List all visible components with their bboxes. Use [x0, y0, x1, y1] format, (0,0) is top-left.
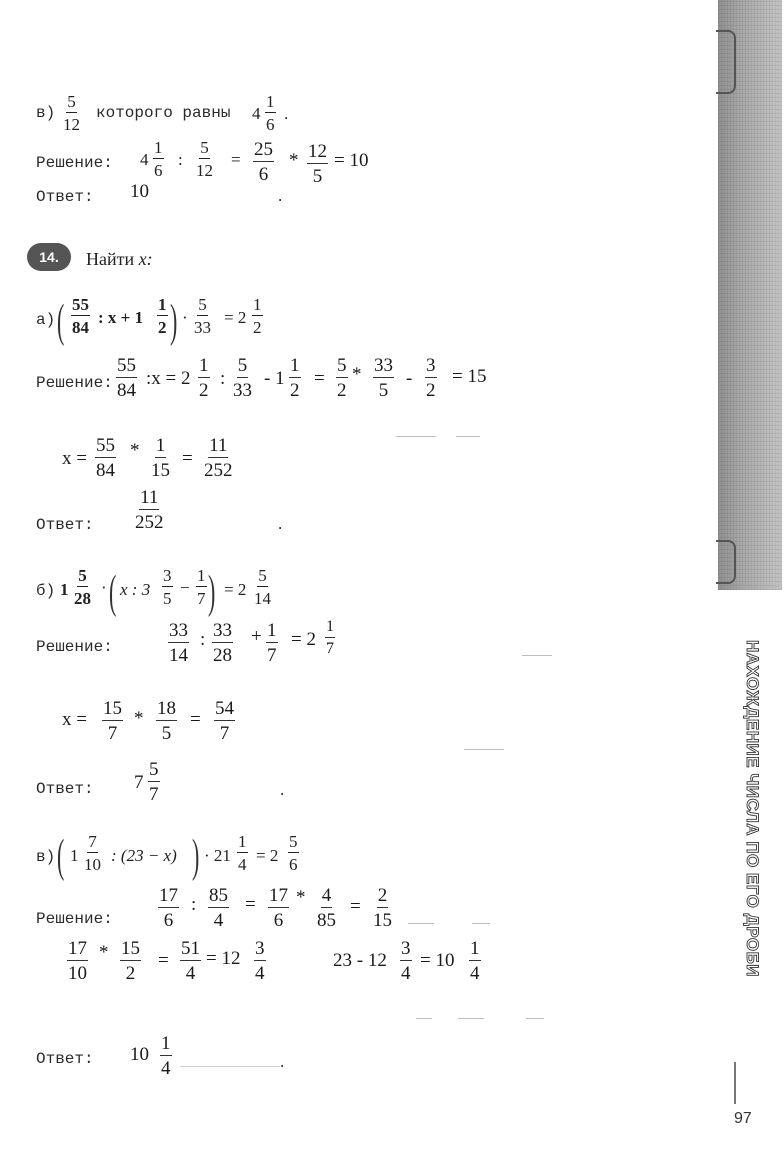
fraction: 5 6 — [289, 832, 298, 874]
operator: · — [182, 308, 188, 327]
operator: * — [134, 708, 144, 729]
fraction: 1 6 — [154, 138, 163, 180]
operator: * — [352, 364, 362, 385]
handwritten-fraction: 1 2 — [199, 355, 209, 401]
handwritten-fraction: 3 2 — [426, 355, 436, 401]
whole-part: 4 — [140, 150, 149, 169]
handwritten-fraction: 1 2 — [290, 355, 300, 401]
paren-close: ) — [208, 565, 216, 618]
whole-part: 1 — [60, 580, 69, 599]
handwritten-fraction: 18 5 — [157, 698, 176, 744]
period: . — [278, 186, 283, 205]
operator: = — [190, 709, 201, 730]
handwritten-fraction: 1 15 — [151, 435, 170, 481]
fraction: 1 4 — [238, 832, 247, 874]
period: . — [284, 104, 289, 123]
handwritten-fraction: 2 15 — [373, 885, 392, 931]
handwritten-fraction: 17 6 — [269, 885, 288, 931]
fraction: 5 28 — [74, 566, 91, 608]
handwritten-fraction: 5 2 — [337, 355, 347, 401]
answer-value: 11 252 — [135, 487, 164, 533]
handwritten-fraction: 54 7 — [215, 698, 234, 744]
handwritten-fraction: 33 28 — [213, 620, 232, 666]
paren-open: ( — [57, 294, 65, 347]
operator: : — [200, 629, 206, 650]
handwritten-fraction: 1 4 — [470, 938, 480, 984]
operator: * — [130, 440, 140, 461]
handwritten-fraction: 3 4 — [401, 938, 411, 984]
expression: = 2 — [256, 846, 279, 865]
expression: = 12 — [206, 948, 241, 969]
answer-fraction: 1 4 — [161, 1033, 171, 1079]
handwritten-fraction: 11 252 — [204, 435, 233, 481]
expression: x : 3 — [120, 580, 151, 599]
ruled-dash — [180, 1066, 280, 1067]
fraction: 5 33 — [194, 295, 211, 337]
answer-whole: 10 — [130, 1044, 149, 1065]
item-label: в) — [36, 104, 56, 122]
item-label: б) — [36, 582, 56, 600]
solution-label: Решение: — [36, 910, 113, 928]
fraction: 55 84 — [72, 295, 89, 337]
handwritten-fraction: 1 7 — [267, 620, 277, 666]
solution-label: Решение: — [36, 638, 113, 656]
fraction: 1 2 — [158, 295, 167, 337]
item-label: а) — [36, 311, 56, 329]
fraction: 1 7 — [197, 566, 206, 608]
period: . — [280, 780, 285, 799]
operator: + — [251, 626, 262, 647]
expression: = 2 — [224, 580, 247, 599]
item-label: в) — [36, 848, 56, 866]
handwritten-fraction: 1 7 — [326, 618, 334, 657]
expression: = 10 — [420, 950, 455, 971]
expression: = 2 — [291, 629, 316, 650]
expression: = 2 — [224, 308, 247, 327]
operator: : — [191, 894, 197, 915]
fraction: 3 5 — [163, 566, 172, 608]
expression: · 21 — [204, 846, 231, 865]
x-label: x = — [62, 709, 87, 730]
x-label: x = — [62, 448, 87, 469]
expression: 23 - 12 — [333, 950, 387, 971]
handwritten-fraction: 33 5 — [374, 355, 393, 401]
operator: = — [245, 894, 256, 915]
operator: * — [296, 887, 306, 908]
fraction: 5 12 — [63, 92, 80, 134]
result: = 10 — [334, 150, 369, 171]
fraction: 7 10 — [84, 832, 101, 874]
answer-value: 10 — [130, 181, 149, 202]
handwritten-fraction: 3 4 — [255, 938, 265, 984]
handwritten-fraction: 33 14 — [169, 620, 188, 666]
operator: = — [231, 150, 241, 169]
solution-label: Решение: — [36, 374, 113, 392]
operator: = — [314, 368, 325, 389]
fraction: 5 14 — [254, 566, 271, 608]
period: . — [278, 514, 283, 533]
margin-shading — [718, 0, 782, 590]
operator: = — [350, 896, 361, 917]
fraction: 5 12 — [196, 138, 213, 180]
handwritten-fraction: 15 7 — [103, 698, 122, 744]
handwritten-fraction: 51 4 — [181, 938, 200, 984]
expression: :x = 2 — [146, 368, 191, 389]
answer-label: Ответ: — [36, 1050, 94, 1068]
statement-text: которого равны — [96, 104, 231, 122]
result: = 15 — [452, 366, 487, 387]
period: . — [280, 1052, 285, 1071]
task-title: Найти x: — [86, 249, 153, 269]
paren-close: ) — [192, 829, 200, 882]
answer-label: Ответ: — [36, 780, 94, 798]
ruled-dash — [472, 923, 490, 924]
margin-bracket — [734, 1062, 736, 1104]
handwritten-fraction: 15 2 — [121, 938, 140, 984]
operator: * — [289, 150, 299, 171]
handwritten-fraction: 55 84 — [117, 355, 136, 401]
expression: - 1 — [264, 368, 285, 389]
handwritten-fraction: 25 6 — [254, 139, 273, 185]
fraction: 1 6 — [266, 92, 275, 134]
ruled-dash — [396, 436, 436, 437]
solution-label: Решение: — [36, 154, 113, 172]
operator: = — [158, 950, 169, 971]
operator: = — [182, 448, 193, 469]
ruled-dash — [456, 436, 480, 437]
operator: : — [220, 368, 226, 389]
handwritten-fraction: 85 4 — [209, 885, 228, 931]
whole-part: 4 — [252, 104, 261, 123]
operator: : — [178, 150, 183, 169]
whole-part: 1 — [70, 846, 79, 865]
fraction: 1 2 — [253, 295, 262, 337]
chapter-title: НАХОЖДЕНИЕ ЧИСЛА ПО ЕГО ДРОБИ — [743, 640, 762, 978]
answer-fraction: 5 7 — [149, 759, 159, 805]
handwritten-fraction: 17 10 — [68, 938, 87, 984]
expression: : x + 1 — [98, 308, 144, 327]
handwritten-fraction: 55 84 — [96, 435, 115, 481]
paren-close: ) — [170, 294, 178, 347]
ruled-dash — [408, 923, 434, 924]
operator: - — [406, 368, 413, 389]
handwritten-fraction: 12 5 — [308, 141, 327, 187]
answer-whole: 7 — [134, 772, 144, 793]
paren-open: ( — [109, 565, 117, 618]
answer-label: Ответ: — [36, 188, 94, 206]
operator: * — [99, 942, 109, 963]
expression: : (23 − x) — [111, 846, 177, 865]
task-number-badge: 14. — [27, 243, 71, 271]
operator: − — [180, 578, 190, 597]
paren-open: ( — [57, 829, 65, 882]
page-number: 97 — [734, 1110, 752, 1127]
ruled-dash — [522, 655, 552, 656]
handwritten-fraction: 17 6 — [159, 885, 178, 931]
answer-label: Ответ: — [36, 516, 94, 534]
ruled-dash — [458, 1018, 484, 1019]
operator: · — [101, 578, 107, 597]
handwritten-fraction: 4 85 — [317, 885, 336, 931]
handwritten-fraction: 5 33 — [233, 355, 252, 401]
ruled-dash — [526, 1018, 544, 1019]
ruled-dash — [416, 1018, 432, 1019]
ruled-dash — [464, 749, 504, 750]
